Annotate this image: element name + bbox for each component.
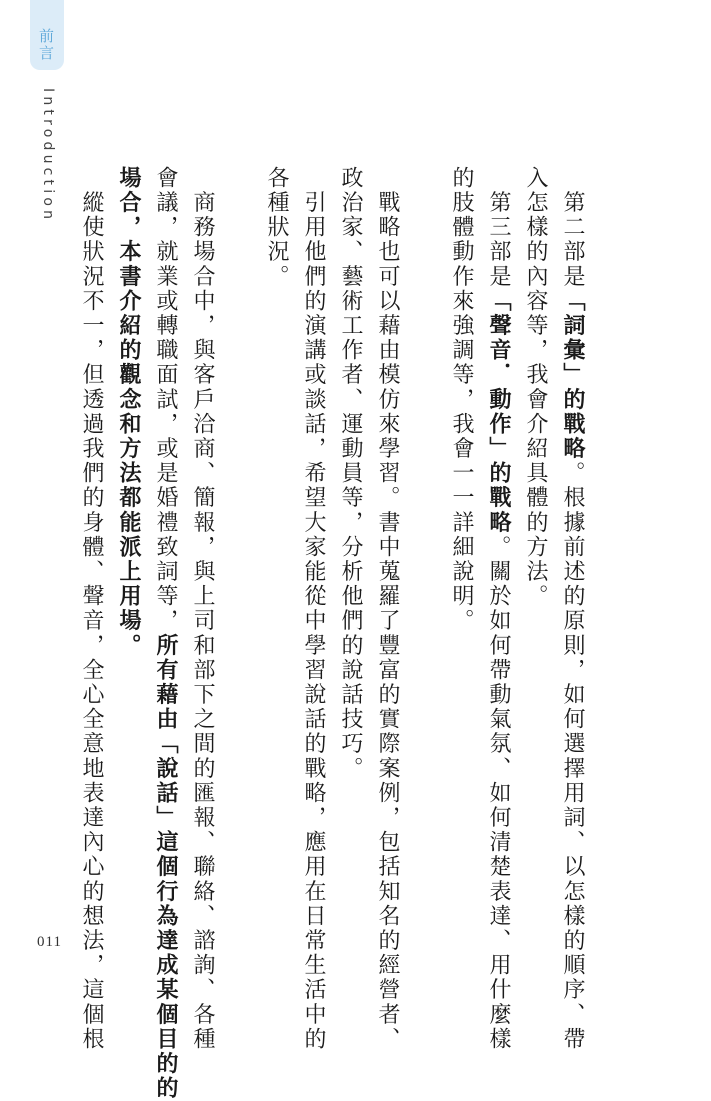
bold-phrase: 場合，本書介紹的觀念和方法都能派上用場。 [116,166,141,658]
paragraph-part-three-line-2 [443,166,480,876]
bold-phrase: 所有藉由「說話」這個行為達成某個目的的 [153,633,178,1101]
bold-phrase: 「詞彙」的戰略 [560,289,585,462]
paragraph-business-line-2 [147,166,184,1101]
bold-phrase: 「聲音．動作」的戰略 [486,289,511,536]
paragraph-part-three-line-1 [554,166,591,1052]
text-run: 商務場合中，與客戶洽商、簡報，與上司和部下之間的匯報、聯絡、諮詢、各種 [190,190,215,1052]
text-run: 政治家、藝術工作者、運動員等，分析他們的說話技巧。 [338,166,363,781]
text-run: 入怎樣的內容等，我會介紹具體的方法。 [523,166,548,609]
paragraph-closing-line-1 [73,166,110,1052]
paragraph-business-line-3 [110,166,147,876]
section-english-label: Introduction [40,88,56,224]
text-run: 第二部是 [560,190,585,290]
paragraph-business-line-1 [184,166,221,1052]
paragraph-strategy-line-2 [332,166,369,876]
text-run: 引用他們的演講或談話，希望大家能從中學習說話的戰略，應用在日常生活中的 [301,190,326,1052]
paragraph-part-two-line-2 [517,166,554,876]
text-run: 的肢體動作來強調等，我會一一詳細說明。 [449,166,474,634]
paragraph-gap [221,166,258,876]
text-run: 。根據前述的原則，如何選擇用詞、以怎樣的順序、帶 [560,461,585,1052]
text-run: 。關於如何帶動氣氛、如何清楚表達、用什麼樣 [486,535,511,1052]
main-text [73,166,591,1101]
text-run: 第三部是 [486,190,511,290]
paragraph-part-three-line-1 [480,166,517,1052]
chapter-label: 前言 [37,28,55,62]
text-run: 戰略也可以藉由模仿來學習。書中蒐羅了豐富的實際案例，包括知名的經營者、 [375,190,400,1052]
text-run: 會議，就業或轉職面試，或是婚禮致詞等， [153,166,178,634]
text-run: 各種狀況。 [264,166,289,289]
page-number: 011 [37,934,62,950]
paragraph-strategy-line-1 [369,166,406,1052]
paragraph-strategy-line-4 [258,166,295,876]
paragraph-gap [406,166,443,876]
paragraph-strategy-line-3 [295,166,332,1052]
text-run: 縱使狀況不一，但透過我們的身體、聲音，全心全意地表達內心的想法，這個根 [79,190,104,1052]
